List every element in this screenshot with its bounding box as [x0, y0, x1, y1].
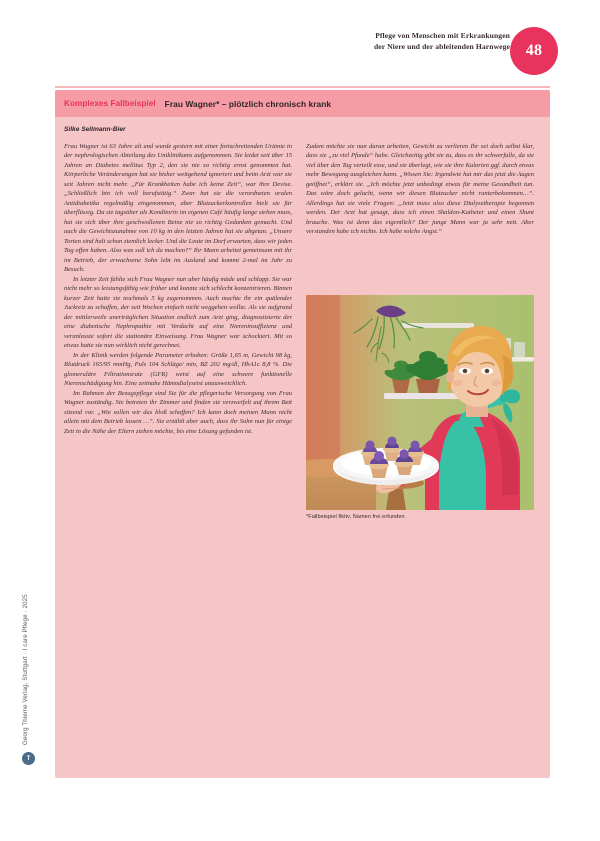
case-study-header — [55, 90, 550, 117]
running-head — [300, 30, 510, 53]
page-number-badge — [510, 27, 558, 75]
paragraph: Zudem möchte sie nun daran arbeiten, Gewicht zu verlieren Ihr sei doch selbst klar, dass sie „zu viel Pfunde“ habe. Gleichzeitig gibt sie zu, dass es ihr schwerfalle, da sie viel über den Tag verteilt esse, und sie überlegt, wie sie ihre Kalorien ggf. durch etwas mehr Bewegung ausgleichen kann. „Wissen Sie: Irgendwie hat mir das jetzt die Augen geöffnet“, erklärt sie. „Ich möchte jetzt unbedingt etwas für meine Gesundheit tun. Das wäre doch gelacht, wenn wir diesen Blutzucker nicht runterbekommen…“. Allerdings hat sie viele Fragen: „Jetzt muss also diese Dialysetherapie begonnen werden. Der Arzt hat gesagt, dass ich einen Shaldon-Katheter und einen Shunt brauche. Was ist denn das eigentlich? Der junge Mann war ja sehr nett. Aber verstanden habe ich nichts. Ich habe solche Angst.“ — [306, 143, 534, 236]
case-study-panel — [55, 90, 550, 778]
header-divider — [55, 86, 550, 88]
case-title: Frau Wagner* – plötzlich chronisch krank — [164, 98, 332, 109]
case-category-label: Komplexes Fallbeispiel — [64, 99, 156, 108]
imprint-text: Georg Thieme Verlag, Stuttgart · I care Pflege · 2025 — [22, 594, 29, 745]
paragraph: In der Klinik werden folgende Parameter erhoben: Größe 1,65 m, Gewicht 98 kg, Blutdruck 165/95 mmHg, Puls 104 Schläge/ min, BZ 202 mg/dl, HbA1c 8,8 %. Die glomeruläre Filtrationsrate (GFR) weist auf eine schwere funktionelle Nierenschädigung hin. Eine zeitnahe Hämodialyseist unausweichlich. — [64, 351, 292, 388]
figure-caption: *Fallbeispiel fiktiv, Namen frei erfunden — [306, 514, 405, 520]
page-number-value: 48 — [525, 42, 543, 59]
body-text-column-left — [64, 142, 292, 436]
publisher-logo — [22, 752, 35, 765]
paragraph: Im Rahmen der Bezugspflege sind Sie für die pflegerische Versorgung von Frau Wagner zuständig. Sie betreten ihr Zimmer und finden sie verzweifelt auf ihrem Bett sitzend vor. „Wie sollen wir das bloß schaffen? Ich kann doch meinen Mann nicht allein mit dem Betrieb lassen …“. Sie erzählt aber auch, dass ihr Sohn nun für einige Zeit in die Nähe der Eltern ziehen möchte, bis eine Lösung gefunden ist. — [64, 389, 292, 435]
running-head-line-1: Pflege von Menschen mit Erkrankungen — [375, 31, 510, 40]
figure-block — [306, 295, 534, 520]
body-text-column-right — [306, 142, 534, 237]
running-head-line-2: der Niere und der ableitenden Harnwege — [373, 42, 510, 52]
case-author: Silke Sellmann-Bier — [64, 126, 126, 133]
publisher-logo-mark: T — [26, 755, 31, 762]
paragraph: In letzter Zeit fühlte sich Frau Wagner nun aber häufig müde und schlapp. Sie war nicht mehr so leistungsfähig wie früher und konnte sich schlecht konzentrieren. Binnen kurzer Zeit hatte sie nochmals 5 kg zugenommen. Auch machte ihr ein quälender Juckreiz zu schaffen, der seit Wochen einfach nicht weggehen wollte. Als sie aufgrund der mittlerweile unerträglichen Situation endlich zum Arzt ging, diagnostizierte der eine diabetische Nephropathie mit Verdacht auf eine Niereninsuffizienz und veranlasste sofort die stationäre Einweisung. Frau Wagner war schockiert. Mit so etwas hatte sie nun wirklich nicht gerechnet. — [64, 275, 292, 350]
case-illustration — [306, 295, 534, 510]
paragraph: Frau Wagner ist 63 Jahre alt und wurde gestern mit einer fortschreitenden Urämie in der nephrologischen Abteilung des Uniklinikums aufgenommen. Sie leidet seit über 15 Jahren an Diabetes mellitus Typ 2, den sie nie so richtig ernst genommen hat. Körperliche Veränderungen hat sie bisher weitgehend ignoriert und beim Arzt war sie seit Jahren nicht mehr. „Für Krankheiten habe ich keine Zeit“, war ihre Devise. „Schließlich bin ich voll berufstätig.“ Zwar hat sie die verordneten oralen Antidiabetika regelmäßig eingenommen, aber Blutzuckerkontrollen hielt sie für überflüssig. Da sie tagsüber als Konditorin im eigenen Café häufig lange stehen muss, hat sie sich über ihre geschwollenen Beine nie so richtig Gedanken gemacht. Und auch die Gewichtszunahme von 10 kg in den letzten Jahren hat sie abgetan. „Unsere Torten sind halt schon ziemlich lecker. Und die Leute im Dorf erwarten, dass wir jeden Tag offen haben. Also was soll ich da machen?“ Ihr Mann arbeitet gemeinsam mit ihr im Betrieb, der erwachsene Sohn lebt im Ausland und kommt 2-mal im Jahr zu Besuch. — [64, 143, 292, 274]
